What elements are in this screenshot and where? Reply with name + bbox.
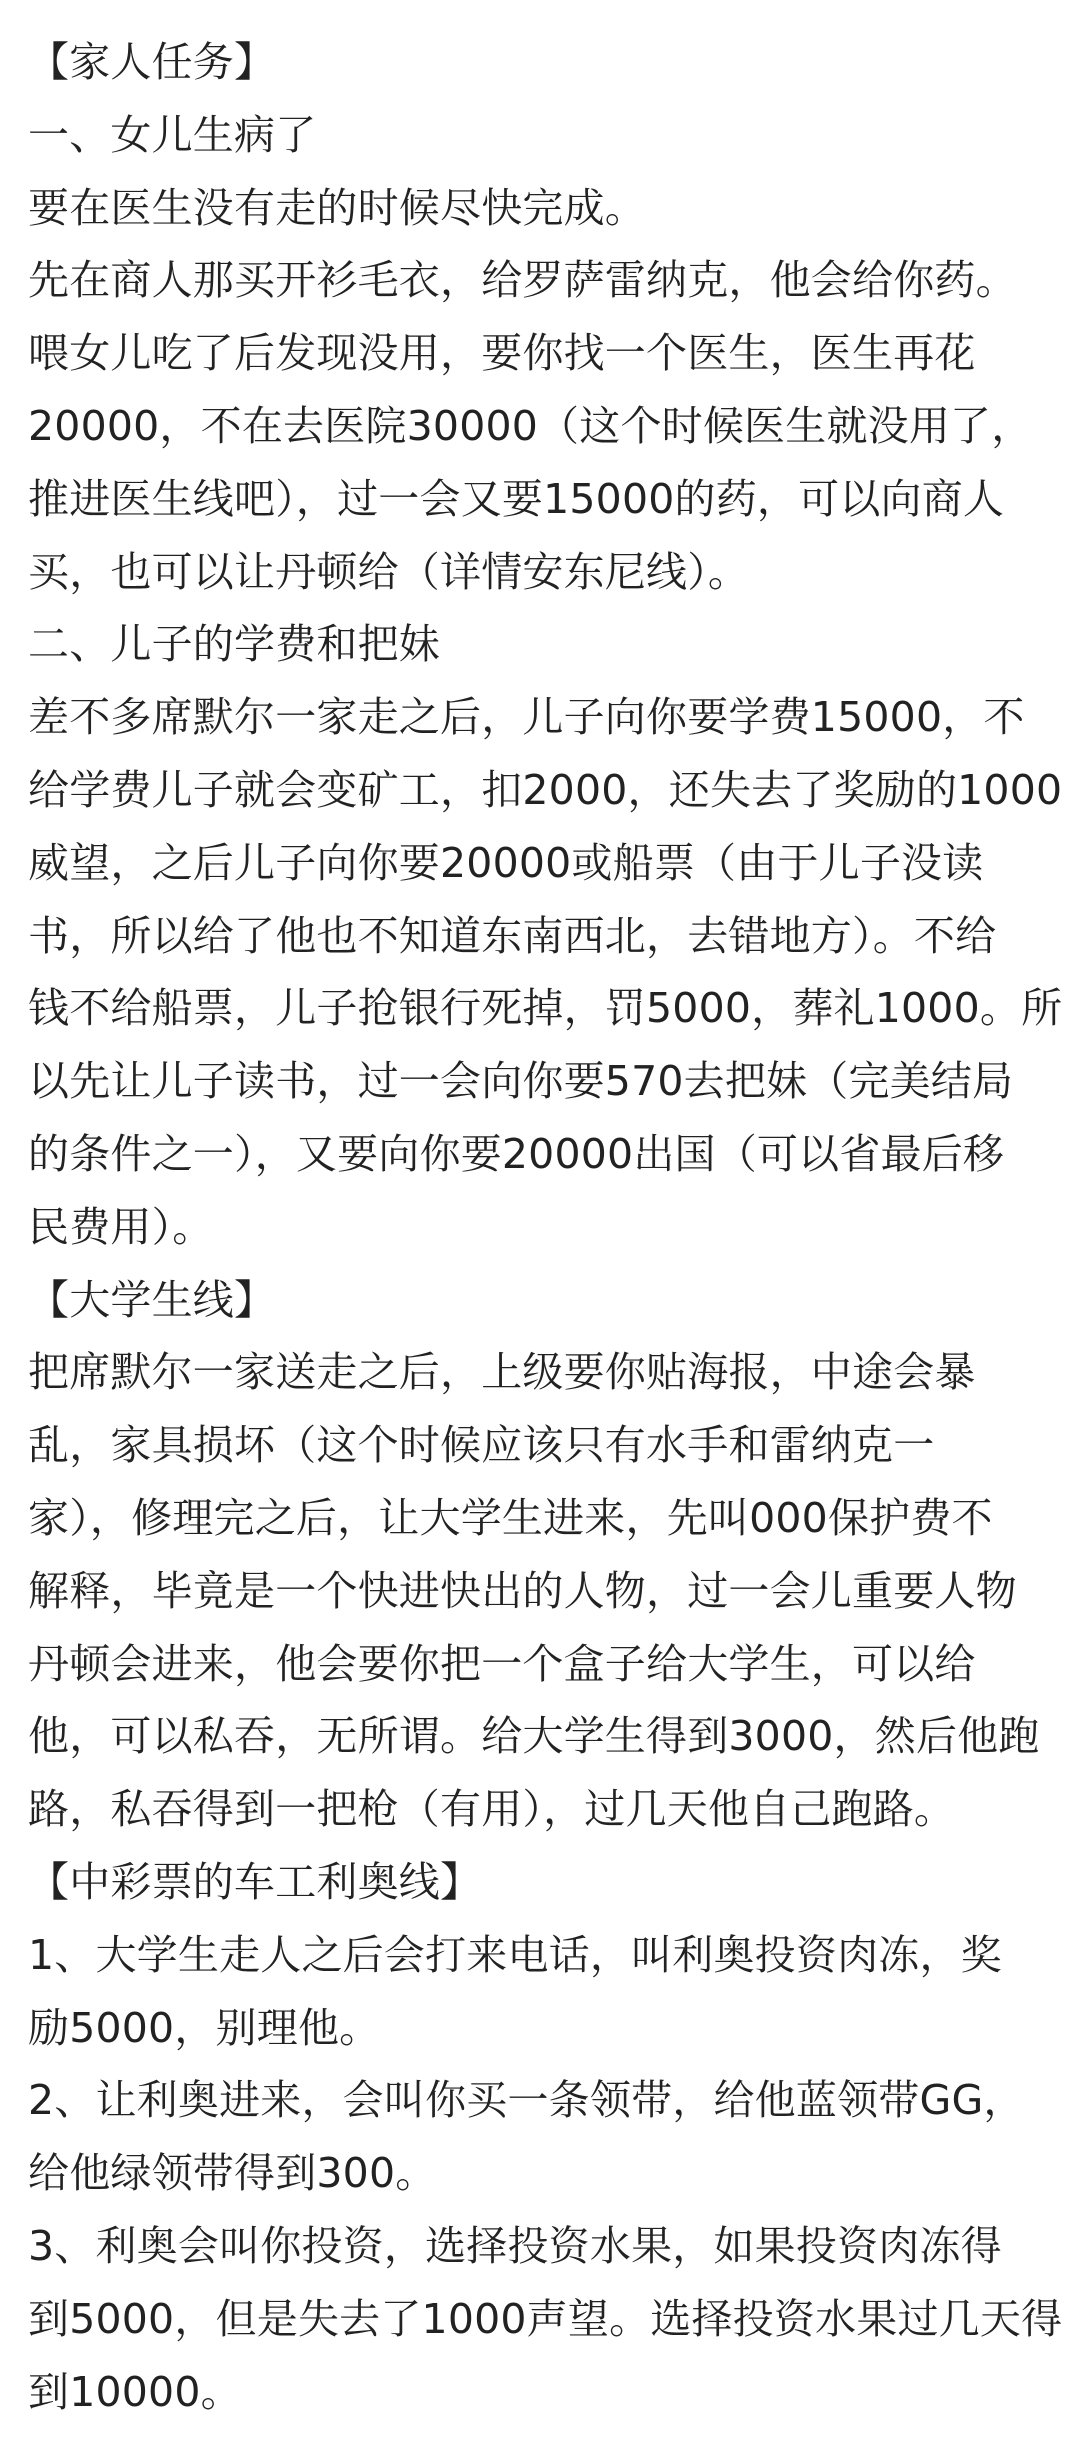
text-line: 民费用）。 — [28, 1202, 214, 1251]
text-line: 给他绿领带得到300。 — [28, 2149, 437, 2198]
text-line: 以先让儿子读书，过一会向你要570去把妹（完美结局 — [28, 1057, 1014, 1106]
text-line: 20000，不在去医院30000（这个时候医生就没用了， — [28, 401, 1033, 450]
text-line: 丹顿会进来，他会要你把一个盒子给大学生，可以给 — [28, 1639, 976, 1688]
list-item: 1、大学生走人之后会打来电话，叫利奥投资肉冻，奖 — [28, 1930, 1002, 1979]
text-line: 书，所以给了他也不知道东南西北，去错地方）。不给 — [28, 911, 997, 960]
text-line: 路，私吞得到一把枪（有用），过几天他自己跑路。 — [28, 1785, 956, 1834]
text-line: 的条件之一），又要向你要20000出国（可以省最后移 — [28, 1129, 1005, 1178]
text-line: 励5000，别理他。 — [28, 2003, 381, 2052]
subheading-son-tuition: 二、儿子的学费和把妹 — [28, 620, 440, 669]
subheading-daughter-sick: 一、女儿生病了 — [28, 110, 317, 159]
text-line: 乱，家具损坏（这个时候应该只有水手和雷纳克一 — [28, 1421, 935, 1470]
section-heading-lottery-line: 【中彩票的车工利奥线】 — [28, 1857, 482, 1906]
text-line: 喂女儿吃了后发现没用，要你找一个医生，医生再花 — [28, 329, 976, 378]
text-line: 解释，毕竟是一个快进快出的人物，过一会儿重要人物 — [28, 1566, 1017, 1615]
list-item: 3、利奥会叫你投资，选择投资水果，如果投资肉冻得 — [28, 2221, 1002, 2270]
text-line: 给学费儿子就会变矿工，扣2000，还失去了奖励的1000 — [28, 765, 1063, 814]
text-line: 差不多席默尔一家走之后，儿子向你要学费15000，不 — [28, 693, 1025, 742]
text-line: 到10000。 — [28, 2367, 242, 2416]
list-item: 2、让利奥进来，会叫你买一条领带，给他蓝领带GG， — [28, 2076, 1025, 2125]
text-line: 推进医生线吧），过一会又要15000的药，可以向商人 — [28, 474, 1005, 523]
text-line: 他，可以私吞，无所谓。给大学生得到3000，然后他跑 — [28, 1712, 1040, 1761]
text-line: 钱不给船票，儿子抢银行死掉，罚5000，葬礼1000。所 — [28, 984, 1063, 1033]
text-line: 先在商人那买开衫毛衣，给罗萨雷纳克，他会给你药。 — [28, 256, 1017, 305]
text-line: 威望，之后儿子向你要20000或船票（由于儿子没读 — [28, 838, 984, 887]
text-line: 把席默尔一家送走之后，上级要你贴海报，中途会暴 — [28, 1348, 976, 1397]
section-heading-student-line: 【大学生线】 — [28, 1275, 276, 1324]
text-line: 买，也可以让丹顿给（详情安东尼线）。 — [28, 547, 750, 596]
section-heading-family-tasks: 【家人任务】 — [28, 38, 276, 86]
text-line: 家），修理完之后，让大学生进来，先叫000保护费不 — [28, 1493, 993, 1542]
text-line: 要在医生没有走的时候尽快完成。 — [28, 183, 646, 232]
text-line: 到5000，但是失去了1000声望。选择投资水果过几天得 — [28, 2294, 1063, 2343]
